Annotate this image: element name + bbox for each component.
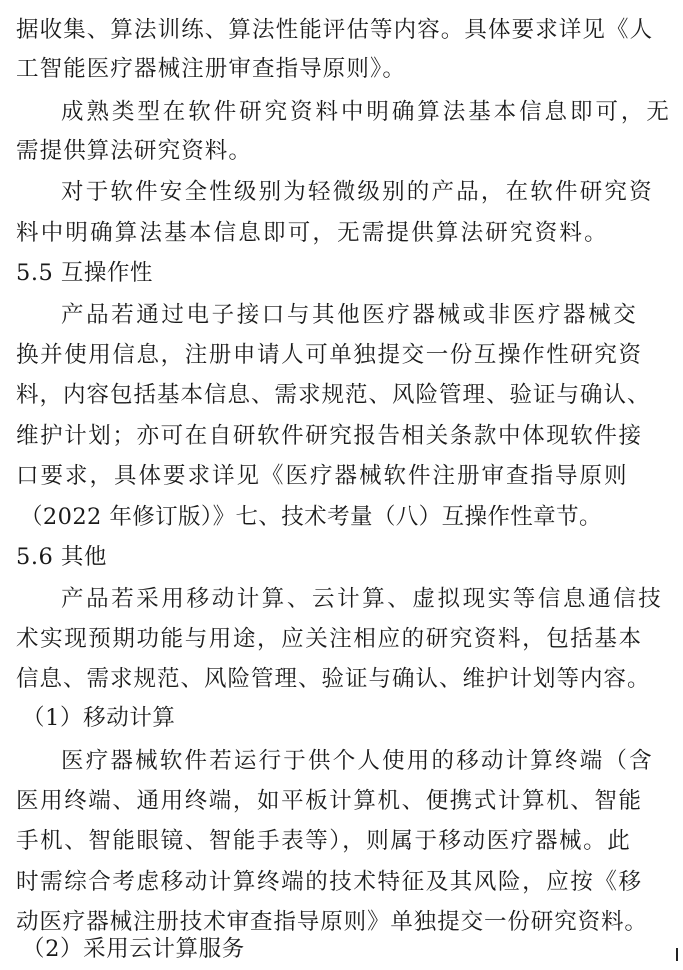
text-line (0, 861, 683, 903)
body-text: 料，内容包括基本信息、需求规范、风险管理、验证与确认、 (16, 382, 651, 408)
body-text: 术实现预期功能与用途，应关注相应的研究资料，包括基本 (16, 626, 643, 652)
body-text: 维护计划；亦可在自研软件研究报告相关条款中体现软件接 (16, 423, 643, 449)
body-text: 信息、需求规范、风险管理、验证与确认、维护计划等内容。 (16, 666, 651, 692)
subsection-heading-text: （2）采用云计算服务 (22, 936, 245, 962)
body-text: 对于软件安全性级别为轻微级别的产品，在软件研究资 (61, 179, 654, 205)
subsection-heading-text: （1）移动计算 (22, 705, 176, 731)
body-text: 医用终端、通用终端，如平板计算机、便携式计算机、智能 (16, 788, 643, 814)
body-text: 据收集、算法训练、算法性能评估等内容。具体要求详见《人 (16, 17, 654, 43)
body-text: 需提供算法研究资料。 (16, 138, 253, 164)
body-text: 动医疗器械注册技术审查指导原则》单独提交一份研究资料。 (16, 909, 648, 935)
section-heading-text: 5.6 其他 (16, 544, 107, 570)
text-line (0, 91, 683, 133)
text-line (0, 820, 683, 862)
text-line (0, 658, 683, 700)
text-line (0, 9, 683, 51)
text-line (0, 374, 683, 416)
body-text: 产品若采用移动计算、云计算、虚拟现实等信息通信技 (61, 586, 664, 612)
body-text: 产品若通过电子接口与其他医疗器械或非医疗器械交 (61, 302, 639, 328)
text-line (0, 212, 683, 254)
scan-edge-mark (676, 948, 678, 961)
body-text: 工智能医疗器械注册审查指导原则》。 (16, 56, 406, 82)
body-text: 手机、智能眼镜、智能手表等），则属于移动医疗器械。此 (16, 828, 632, 854)
subsection-heading (0, 697, 683, 739)
text-line (0, 618, 683, 660)
text-line (0, 455, 683, 497)
text-line (0, 578, 683, 620)
section-heading (0, 252, 683, 294)
body-text: 料中明确算法基本信息即可，无需提供算法研究资料。 (16, 220, 609, 246)
text-line (0, 171, 683, 213)
body-text: （2022 年修订版）》七、技术考量（八）互操作性章节。 (20, 504, 602, 530)
section-heading (0, 536, 683, 578)
text-line (0, 780, 683, 822)
text-line (0, 130, 683, 172)
text-line (0, 48, 683, 90)
body-text: 医疗器械软件若运行于供个人使用的移动计算终端（含 (61, 748, 654, 774)
body-text: 口要求，具体要求详见《医疗器械软件注册审查指导原则 (16, 463, 629, 489)
subsection-heading (0, 928, 683, 970)
section-heading-text: 5.5 互操作性 (16, 260, 153, 286)
body-text: 换并使用信息，注册申请人可单独提交一份互操作性研究资 (16, 342, 643, 368)
text-line (0, 294, 683, 336)
text-line (0, 740, 683, 782)
text-line (0, 496, 683, 538)
text-line (0, 415, 683, 457)
body-text: 时需综合考虑移动计算终端的技术特征及其风险，应按《移 (16, 869, 643, 895)
body-text: 成熟类型在软件研究资料中明确算法基本信息即可，无 (61, 99, 672, 125)
text-line (0, 334, 683, 376)
